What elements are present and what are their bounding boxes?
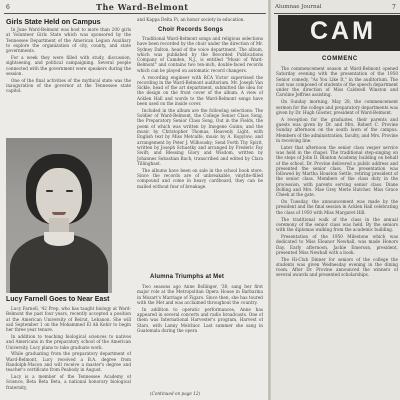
paragraph: A recording engineer with RCA Victor supervised the recording in the Ward-Belmont auditorium. Mr. Joseph Van Sickle, head of the art department, submitted the idea for the design on the front cover of the album. A view of Acklen Hall and words to the Ward-Belmont songs have been used on the inside cover. [137, 74, 263, 107]
header-rule-left [4, 13, 266, 14]
paragraph: On Tuesday, the announcement was made by the president and the final session in Acklen Hall celebrating the class of 1950 with Miss Margaret Hill. [276, 199, 398, 215]
article-body-choir [137, 36, 263, 270]
paragraph: The albums have been on sale in the school book store. Since the records are of unbreakable, vinylite-filled compound and come in heavy cardboard, they can be mailed without fear of breakage. [137, 167, 263, 189]
page-number-left: 6 [6, 4, 10, 11]
paragraph: The traditional walk of the class in the annual ceremony of the senior class was held. By the seniors with the diplomas walking from the academic building. [276, 216, 398, 233]
paragraph: and Kappa Delta Pi, an honor society in education. [137, 17, 245, 22]
paragraph: For a week they were filled with study, discussion, sightseeing, and political campaigning. Several people connected with the government were speakers during the session. [6, 54, 131, 76]
article-body-girls-state [6, 27, 131, 135]
paragraph: On Sunday morning, May 28, the commencement sermon for the college and preparatory departments was given by Dr. Hugh Gloster, president of Ward-Belmont. [276, 99, 398, 115]
article-headline-girls-state: Girls State Held on Campus [6, 17, 101, 26]
article-headline-alumna: Alumna Triumphs at Met [150, 274, 225, 280]
paragraph: One of the final activities of the mythical state was the inauguration of the governor at the Tennessee state capitol. [6, 77, 131, 94]
portrait-photo [6, 138, 112, 293]
paragraph: In addition to teaching biological sciences to natives and Americans in the preparatory school of the American University, Lucy plans to take graduate work. [6, 333, 131, 350]
article-body-commencement [276, 66, 398, 398]
article-headline-choir: Choir Records Songs [158, 27, 224, 33]
continued-note: (Continued on page 12) [150, 391, 201, 396]
paragraph: While graduating from the preparatory department of Ward-Belmont, Lucy received a B.A. degree from Randolph-Macon and will receive a master's degree and teacher's certificate from Peabody in August. [6, 351, 131, 373]
paragraph: Lucy Farnell, '42 Prep, who has taught biology at Ward-Belmont the past four years, recently accepted a position at the American University of Beirut, Lebanon. She will sail September 1 on the Mohammed El Ali Kebir to begin her three year tenure. [6, 306, 131, 333]
paragraph: The commencement season at Ward-Belmont opened Saturday evening with the presentation of the 1950 Senior comedy, "As You Like It," in the auditorium. The cast was composed of students of the speech department under the direction of Miss Caldwell Winston and Caroline Jeffries assisting. [276, 66, 398, 98]
article-body-lucy-farnell [6, 306, 131, 398]
running-title-right: Alumnae Journal [275, 4, 322, 10]
paragraph: In addition to operatic performances, Anne has appeared in several concerts and radio broadcasts. One of them was International Harvester's program, Harvest of Stars, with Lanny Melchior. Last summer she sang in Guatemala during the opera [137, 306, 263, 333]
article-headline-commencement: COMMENC [322, 56, 358, 62]
paragraph: In June Ward-Belmont was host to more than 200 girls at Volunteer Girls State which was sponsored by the Tennessee Department of the American Legion Auxiliary to explore the organization of city, county, and state governments. [6, 27, 131, 54]
page-number-right: 7 [392, 4, 396, 11]
paragraph: Lucy is a member of the Tennessee Academy of Science, Beta Beta Beta, a national honorary biological fraternity, [6, 374, 131, 390]
article-headline-lucy-farnell: Lucy Farnell Goes to Near East [6, 296, 110, 303]
paragraph: Included in the album are the following selections: The Soldier of Ward-Belmont, the College Senior Class Song, the Preparatory Senior Class Song, Out in the Fields, the poem of which was written by Imogene Guinn; and the music by Christopher Thomas; Heavenly Light, with English text by Miss Metcalfe, music by A. Kopylow; and arrangement by Peter J. Wilhousky; Send Forth Thy Spirit, written by Joseph Schuetky and arranged by Frederic Fay Swift; and Blessing Glory and Wisdom, written by Johannes Sebastian Bach, transcribed and edited by Clara Tillinghast. [137, 107, 263, 166]
paragraph: A reception for the graduates, their parents and guests was given by Dr. and Mrs. Robert C. Provine Sunday afternoon on the south lawn of the campus. Members of the administration, faculty, and Mrs. Provine in receiving line. [276, 116, 398, 143]
running-title: The Ward-Belmont [96, 2, 189, 12]
paragraph: The Hi-Club Dinner for seniors of the college the students was given Wednesday evening in the dining room. After Dr. Provine announced the winners of several awards and presented scholarships. [276, 256, 398, 278]
header-rule-right [274, 13, 400, 14]
choir-intro-text [137, 17, 263, 27]
paragraph: Traditional Ward-Belmont songs and religious selections have been recorded by the choir under the direction of Mr. Sydney Dalton, head of the voice department. The album, which was published by the Recorded Publications Company of Camden, N.J., is entitled "Music of Ward-Belmont" and contains two ten-inch, double-faced records which can be played on automatic record changers. [137, 36, 263, 73]
paragraph: Later that afternoon the senior class vesper service was held in the chapel. The traditional step-singing on the steps of John D. Blanton Academy building on behalf of the school. Dr. Provine delivered a public address and presented the senior class. The presentation was followed by Martha Houston Settle, retiring president of the senior class. Members of the class duty in the procession, with parents serving senior class. Diane Bolling and Mrs. Mae Grey Merle Hatcher. Miss Grace Cheek at the gate. [276, 144, 398, 198]
paragraph: Two seasons ago Anne Bollinger, '38, sang her first major role at the Metropolitan Opera House in Barbarina in Mozart's Marriage of Figaro. Since then, she has toured with the Met and was acclaimed throughout the country. [137, 284, 263, 305]
article-body-alumna [137, 284, 263, 390]
commencement-banner-text: CAM [310, 17, 376, 45]
paragraph: Presentation of the 1950 Milestone which was dedicated to Miss Eleanor Newhall, was made Honors Day. Early afternoon, Jackie Emerson, president, presented Miss Newhall with a book. [276, 233, 398, 255]
